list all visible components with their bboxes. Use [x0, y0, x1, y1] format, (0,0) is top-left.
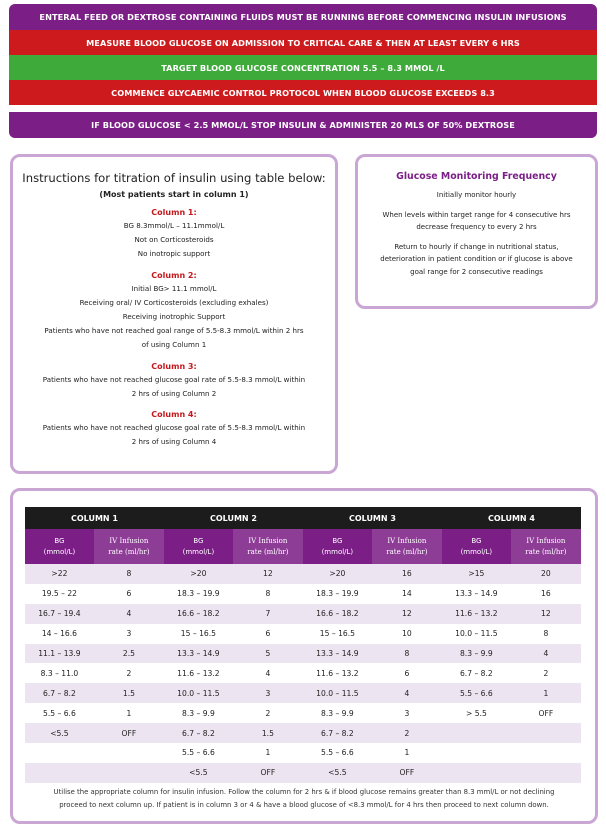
criteria-line: Not on Corticosteroids	[134, 235, 214, 245]
bg-range-cell: 11.6 – 13.2	[442, 604, 511, 624]
criteria-line: Patients who have not reached goal range of 5.5-8.3 mmol/L within 2 hrs	[44, 326, 304, 336]
header-line: rate (ml/hr)	[108, 547, 150, 556]
infusion-rate-cell: 20	[511, 564, 581, 584]
group-header: COLUMN 3	[303, 507, 442, 529]
infusion-rate-cell: 16	[372, 564, 442, 584]
header-line: BG	[193, 536, 204, 545]
bg-range-cell: 8.3 – 9.9	[303, 703, 372, 723]
infusion-rate-cell: 1	[372, 743, 442, 763]
bg-range-cell: 5.5 – 6.6	[164, 743, 233, 763]
infusion-rate-cell: 8	[372, 644, 442, 664]
header-line: rate (ml/hr)	[525, 547, 567, 556]
table-row	[25, 683, 581, 703]
infusion-rate-cell: 2	[372, 723, 442, 743]
header-line: IV Infusion	[526, 536, 566, 545]
bg-range-cell: <5.5	[303, 763, 372, 783]
header-line: rate (ml/hr)	[247, 547, 289, 556]
header-line: IV Infusion	[387, 536, 427, 545]
bg-range-cell: 18.3 – 19.9	[164, 584, 233, 604]
infusion-rate-cell: 10	[372, 624, 442, 644]
bg-range-cell: 8.3 – 9.9	[164, 703, 233, 723]
infusion-rate-cell	[94, 743, 164, 763]
bg-range-cell: 15 – 16.5	[164, 624, 233, 644]
monitoring-line: Initially monitor hourly	[436, 191, 517, 199]
bg-range-cell: > 5.5	[442, 703, 511, 723]
header-line: IV Infusion	[248, 536, 288, 545]
infusion-rate-cell: 8	[94, 564, 164, 584]
table-row	[25, 644, 581, 664]
infusion-rate-cell	[511, 743, 581, 763]
table-body	[25, 564, 581, 783]
bg-range-cell: 6.7 – 8.2	[442, 663, 511, 683]
infusion-rate-cell: 12	[372, 604, 442, 624]
infusion-rate-cell: 4	[94, 604, 164, 624]
monitoring-paragraph	[366, 209, 587, 234]
infusion-rate-cell: 2	[94, 663, 164, 683]
bg-range-cell: 11.6 – 13.2	[164, 663, 233, 683]
monitoring-line: decrease frequency to every 2 hrs	[416, 223, 537, 232]
group-header: COLUMN 1	[25, 507, 164, 529]
table-row	[25, 703, 581, 723]
infusion-rate-cell	[511, 763, 581, 783]
column-4-criteria	[13, 421, 335, 449]
bg-range-cell: 8.3 – 11.0	[25, 663, 94, 683]
bg-range-cell: 5.5 – 6.6	[303, 743, 372, 763]
criteria-line: BG 8.3mmol/L – 11.1mmol/L	[123, 221, 225, 230]
infusion-rate-cell: 7	[233, 604, 303, 624]
column-2-heading: Column 2:	[151, 270, 197, 280]
alert-banners	[9, 4, 597, 105]
infusion-rate-cell: 1	[511, 683, 581, 703]
bg-header	[164, 529, 233, 564]
monitoring-line: When levels within target range for 4 consecutive hrs	[382, 210, 571, 219]
monitoring-title: Glucose Monitoring Frequency	[396, 171, 557, 182]
table-row	[25, 763, 581, 783]
bg-range-cell: 16.6 – 18.2	[303, 604, 372, 624]
infusion-rate-cell: 3	[233, 683, 303, 703]
column-3-heading: Column 3:	[151, 361, 197, 371]
infusion-rate-cell: 12	[233, 564, 303, 584]
sub-header-row	[25, 529, 581, 564]
bg-range-cell	[442, 743, 511, 763]
criteria-line: No inotropic support	[137, 249, 211, 259]
infusion-rate-cell: 16	[511, 584, 581, 604]
table-row	[25, 743, 581, 763]
criteria-line: 2 hrs of using Column 2	[131, 388, 217, 398]
bg-range-cell: 10.0 – 11.5	[303, 683, 372, 703]
bg-range-cell: 5.5 – 6.6	[442, 683, 511, 703]
header-line: BG	[471, 536, 482, 545]
insulin-titration-table	[25, 507, 581, 783]
bg-range-cell: >20	[303, 564, 372, 584]
criteria-line: Patients who have not reached glucose goal rate of 5.5-8.3 mmol/L within	[42, 374, 306, 384]
bg-range-cell	[25, 743, 94, 763]
infusion-rate-cell: 4	[511, 644, 581, 664]
infusion-rate-cell: 2	[511, 663, 581, 683]
bg-range-cell	[442, 723, 511, 743]
glucose-monitoring-panel	[355, 154, 598, 309]
monitoring-line: Return to hourly if change in nutritional status,	[394, 242, 559, 251]
iv-rate-header	[233, 529, 303, 564]
infusion-rate-cell: 8	[511, 624, 581, 644]
bg-range-cell: >22	[25, 564, 94, 584]
bg-range-cell: 11.6 – 13.2	[303, 663, 372, 683]
monitoring-line: goal range for 2 consecutive readings	[410, 267, 543, 276]
header-line: (mmol/L)	[182, 547, 215, 556]
monitoring-paragraph	[366, 189, 587, 202]
infusion-rate-cell: OFF	[511, 703, 581, 723]
infusion-rate-cell: 3	[94, 624, 164, 644]
group-header: COLUMN 4	[442, 507, 581, 529]
table-row	[25, 624, 581, 644]
column-group-header-row	[25, 507, 581, 529]
infusion-rate-cell: OFF	[233, 763, 303, 783]
criteria-line: Receiving inotrophic Support	[122, 312, 226, 322]
criteria-line: Patients who have not reached glucose goal rate of 5.5-8.3 mmol/L within	[42, 423, 306, 433]
monitoring-line: deterioration in patient condition or if glucose is above	[380, 255, 573, 264]
infusion-rate-cell: 5	[233, 644, 303, 664]
iv-rate-header	[94, 529, 164, 564]
column-1-heading: Column 1:	[151, 208, 197, 217]
bg-range-cell: 10.0 – 11.5	[164, 683, 233, 703]
bg-range-cell: 15 – 16.5	[303, 624, 372, 644]
bg-range-cell	[442, 763, 511, 783]
infusion-rate-cell: 8	[233, 584, 303, 604]
table-row	[25, 584, 581, 604]
criteria-line: Receiving oral/ IV Corticosteroids (excluding exhales)	[79, 297, 269, 307]
table-row	[25, 663, 581, 683]
bg-range-cell: >20	[164, 564, 233, 584]
header-line: (mmol/L)	[43, 547, 76, 556]
infusion-rate-cell: 1.5	[94, 683, 164, 703]
infusion-rate-cell: 14	[372, 584, 442, 604]
bg-range-cell: 13.3 – 14.9	[303, 644, 372, 664]
banner-enteral-feed: ENTERAL FEED OR DEXTROSE CONTAINING FLUIDS MUST BE RUNNING BEFORE COMMENCING INSULIN INFUSIONS	[9, 4, 597, 30]
infusion-rate-cell: 1	[233, 743, 303, 763]
banner-commence-protocol: COMMENCE GLYCAEMIC CONTROL PROTOCOL WHEN BLOOD GLUCOSE EXCEEDS 8.3	[9, 80, 597, 105]
bg-range-cell: <5.5	[25, 723, 94, 743]
infusion-rate-cell: 2.5	[94, 644, 164, 664]
table-row	[25, 604, 581, 624]
bg-header	[442, 529, 511, 564]
table-row	[25, 564, 581, 584]
header-line: rate (ml/hr)	[386, 547, 428, 556]
banner-hypoglycaemia: IF BLOOD GLUCOSE < 2.5 MMOL/L STOP INSULIN & ADMINISTER 20 MLS OF 50% DEXTROSE	[9, 112, 597, 138]
column-4-heading: Column 4:	[151, 410, 197, 420]
bg-header	[303, 529, 372, 564]
infusion-rate-cell: 3	[372, 703, 442, 723]
column-2-criteria	[13, 282, 335, 353]
infusion-rate-cell: 6	[372, 663, 442, 683]
infusion-rate-cell: 1	[94, 703, 164, 723]
bg-header	[25, 529, 94, 564]
bg-range-cell	[25, 763, 94, 783]
banner-target-glucose: TARGET BLOOD GLUCOSE CONCENTRATION 5.5 – 8.3 MMOL /L	[9, 55, 597, 80]
table-row	[25, 723, 581, 743]
infusion-rate-cell: 12	[511, 604, 581, 624]
bg-range-cell: 13.3 – 14.9	[164, 644, 233, 664]
header-line: BG	[332, 536, 343, 545]
criteria-line: 2 hrs of using Column 4	[131, 437, 217, 447]
bg-range-cell: 5.5 – 6.6	[25, 703, 94, 723]
group-header: COLUMN 2	[164, 507, 303, 529]
footnote-line: Utilise the appropriate column for insulin infusion. Follow the column for 2 hrs & if blood glucose remains greater than 8.3 mml/L or not declining	[53, 788, 555, 796]
bg-range-cell: 6.7 – 8.2	[164, 723, 233, 743]
header-line: BG	[54, 536, 65, 545]
monitoring-paragraph	[366, 241, 587, 279]
infusion-rate-cell	[94, 763, 164, 783]
infusion-rate-cell: 6	[233, 624, 303, 644]
column-1-criteria	[13, 219, 335, 262]
infusion-rate-cell: 1.5	[233, 723, 303, 743]
bg-range-cell: 13.3 – 14.9	[442, 584, 511, 604]
banner-measure-glucose: MEASURE BLOOD GLUCOSE ON ADMISSION TO CRITICAL CARE & THEN AT LEAST EVERY 6 HRS	[9, 30, 597, 55]
bg-range-cell: 6.7 – 8.2	[303, 723, 372, 743]
criteria-line: of using Column 1	[141, 340, 207, 350]
header-line: (mmol/L)	[460, 547, 493, 556]
criteria-line: Initial BG> 11.1 mmol/L	[131, 283, 217, 293]
infusion-rate-cell: 4	[372, 683, 442, 703]
bg-range-cell: 18.3 – 19.9	[303, 584, 372, 604]
header-line: IV Infusion	[109, 536, 149, 545]
infusion-rate-cell: OFF	[372, 763, 442, 783]
instructions-title: Instructions for titration of insulin using table below:	[22, 171, 326, 185]
iv-rate-header	[511, 529, 581, 564]
infusion-rate-cell: 2	[233, 703, 303, 723]
bg-range-cell: 16.6 – 18.2	[164, 604, 233, 624]
bg-range-cell: 14 – 16.6	[25, 624, 94, 644]
bg-range-cell: >15	[442, 564, 511, 584]
infusion-rate-cell: 6	[94, 584, 164, 604]
column-3-criteria	[13, 373, 335, 401]
table-footnote	[17, 786, 591, 811]
infusion-rate-cell: 4	[233, 663, 303, 683]
infusion-rate-cell	[511, 723, 581, 743]
titration-instructions-panel	[10, 154, 338, 474]
bg-range-cell: 11.1 – 13.9	[25, 644, 94, 664]
bg-range-cell: 10.0 – 11.5	[442, 624, 511, 644]
iv-rate-header	[372, 529, 442, 564]
instructions-subtitle: (Most patients start in column 1)	[99, 190, 249, 199]
bg-range-cell: 16.7 – 19.4	[25, 604, 94, 624]
infusion-rate-cell: OFF	[94, 723, 164, 743]
bg-range-cell: 6.7 – 8.2	[25, 683, 94, 703]
bg-range-cell: 19.5 – 22	[25, 584, 94, 604]
bg-range-cell: 8.3 – 9.9	[442, 644, 511, 664]
bg-range-cell: <5.5	[164, 763, 233, 783]
header-line: (mmol/L)	[321, 547, 354, 556]
footnote-line: proceed to next column up. If patient is in column 3 or 4 & have a blood glucose of <8.3 mmol/L for 4 hrs then proceed to next column down.	[59, 800, 549, 809]
titration-table-panel	[10, 488, 598, 824]
